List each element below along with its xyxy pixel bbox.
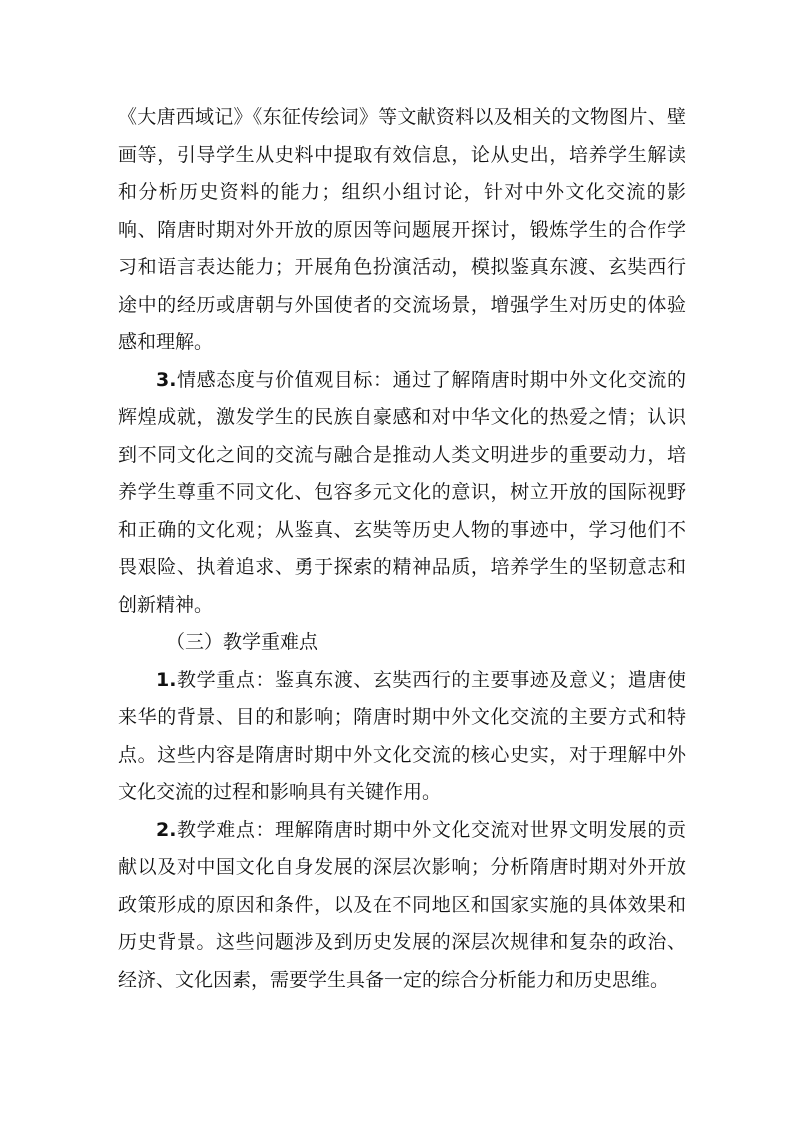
paragraph-methods-continued: 《大唐西域记》《东征传绘词》等文献资料以及相关的文物图片、壁画等，引导学生从史料中提取有效信息，论从史出，培养学生解读和分析历史资料的能力；组织小组讨论，针对中外文化交流的影响、隋唐时期对外开放的原因等问题展开探讨，锻炼学生的合作学习和语言表达能力；开展角色扮演活动，模拟鉴真东渡、玄奘西行途中的经历或唐朝与外国使者的交流场景，增强学生对历史的体验感和理解。 — [118, 106, 686, 353]
paragraph-number: 1. — [156, 668, 177, 691]
paragraph-text: 教学重点：鉴真东渡、玄奘西行的主要事迹及意义；遣唐使来华的背景、目的和影响；隋唐时期中外文化交流的主要方式和特点。这些内容是隋唐时期中外文化交流的核心史实，对于理解中外文化交流的过程和影响具有关键作用。 — [118, 668, 686, 803]
paragraph-text: 教学难点：理解隋唐时期中外文化交流对世界文明发展的贡献以及对中国文化自身发展的深层次影响；分析隋唐时期对外开放政策形成的原因和条件，以及在不同地区和国家实施的具体效果和历史背景。这些问题涉及到历史发展的深层次规律和复杂的政治、经济、文化因素，需要学生具备一定的综合分析能力和历史思维。 — [118, 818, 686, 991]
paragraph-text: 情感态度与价值观目标：通过了解隋唐时期中外文化交流的辉煌成就，激发学生的民族自豪感和对中华文化的热爱之情；认识到不同文化之间的交流与融合是推动人类文明进步的重要动力，培养学生尊重不同文化、包容多元文化的意识，树立开放的国际视野和正确的文化观；从鉴真、玄奘等历史人物的事迹中，学习他们不畏艰险、执着追求、勇于探索的精神品质，培养学生的坚韧意志和创新精神。 — [118, 368, 686, 616]
document-body — [118, 99, 686, 999]
paragraph-emotion-goal — [118, 362, 686, 625]
paragraph-difficult-points — [118, 812, 686, 1000]
paragraph-key-points — [118, 662, 686, 812]
section-heading: （三）教学重难点 — [166, 631, 319, 653]
paragraph-number: 3. — [156, 368, 177, 391]
paragraph-number: 2. — [156, 818, 177, 841]
